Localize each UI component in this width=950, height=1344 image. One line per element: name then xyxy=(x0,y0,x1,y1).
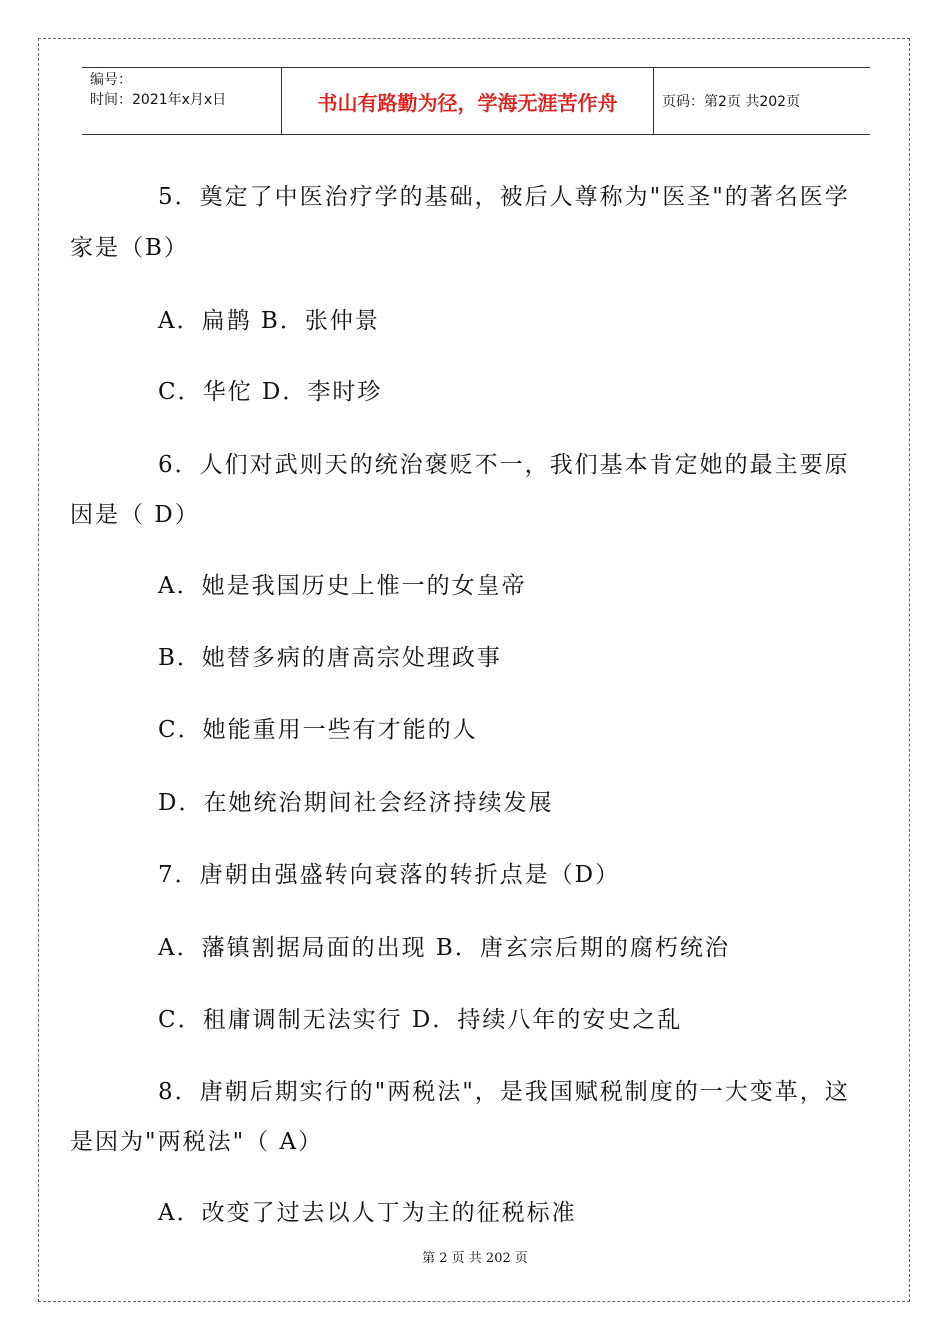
page-footer: 第 2 页 共 202 页 xyxy=(422,1251,528,1266)
question-7-options-cd: C．租庸调制无法实行 D．持续八年的安史之乱 xyxy=(158,1007,683,1033)
question-8-line-1: 8．唐朝后期实行的"两税法"，是我国赋税制度的一大变革，这 xyxy=(158,1079,850,1105)
question-8-line-2: 是因为"两税法"（ A） xyxy=(70,1129,324,1155)
question-7-line-1: 7．唐朝由强盛转向衰落的转折点是（D） xyxy=(158,862,621,888)
date-label: 时间：2021年x月x日 xyxy=(90,92,227,108)
header-meta xyxy=(82,68,282,134)
question-6-option-a: A．她是我国历史上惟一的女皇帝 xyxy=(158,573,527,599)
question-5-line-1: 5．奠定了中医治疗学的基础，被后人尊称为"医圣"的著名医学 xyxy=(158,184,850,210)
question-6-line-1: 6．人们对武则天的统治褒贬不一，我们基本肯定她的最主要原 xyxy=(158,452,850,478)
question-8-option-a: A．改变了过去以人丁为主的征税标准 xyxy=(158,1200,577,1226)
question-5-options-ab: A．扁鹊 B．张仲景 xyxy=(158,308,380,334)
question-6-line-2: 因是（ D） xyxy=(70,502,200,528)
question-6-option-c: C．她能重用一些有才能的人 xyxy=(158,717,478,743)
question-5-options-cd: C．华佗 D．李时珍 xyxy=(158,379,383,405)
question-6-option-d: D．在她统治期间社会经济持续发展 xyxy=(158,790,554,816)
question-7-options-ab: A．藩镇割据局面的出现 B．唐玄宗后期的腐朽统治 xyxy=(158,935,730,961)
question-6-option-b: B．她替多病的唐高宗处理政事 xyxy=(158,645,502,671)
header-motto: 书山有路勤为径，学海无涯苦作舟 xyxy=(282,68,654,134)
question-5-line-2: 家是（B） xyxy=(70,235,189,261)
number-label: 编号： xyxy=(90,72,132,88)
page-header xyxy=(82,67,870,135)
header-page-info: 页码：第2页 共202页 xyxy=(662,94,801,110)
